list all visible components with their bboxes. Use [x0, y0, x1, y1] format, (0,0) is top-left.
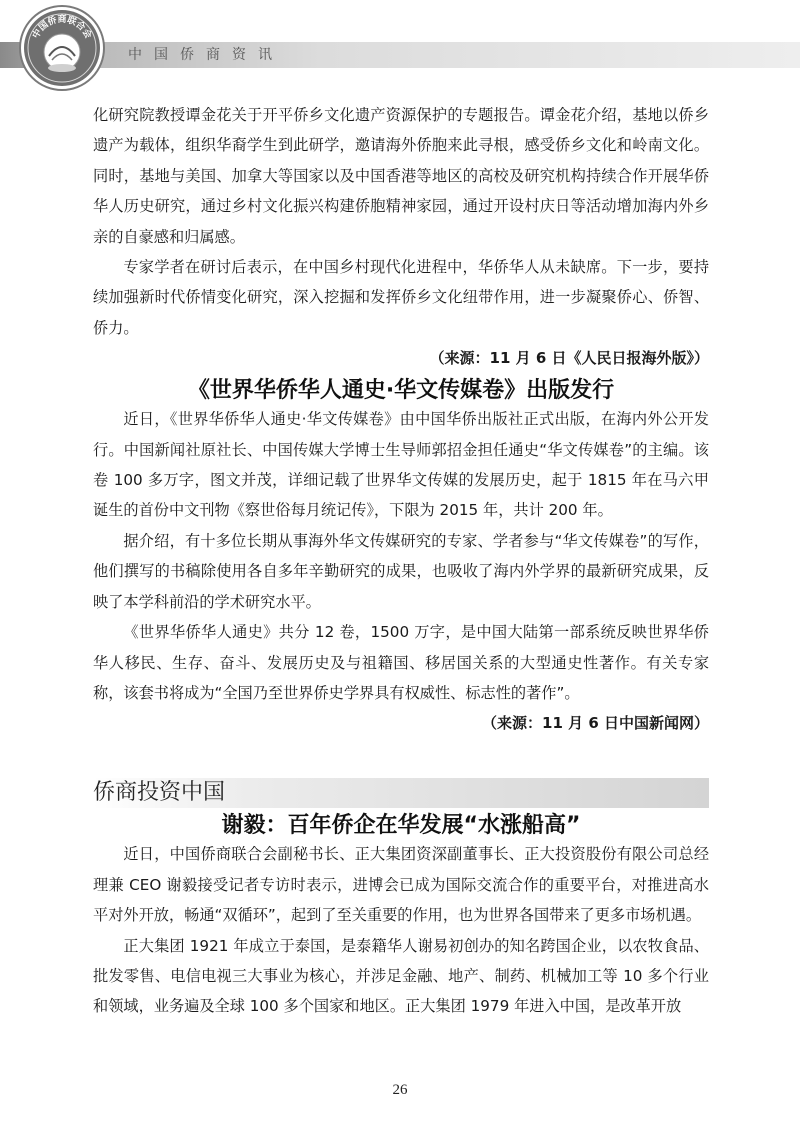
page-content: [93, 100, 709, 1022]
page-number: 26: [392, 1082, 408, 1098]
article-title: 谢毅：百年侨企在华发展“水涨船高”: [221, 813, 581, 839]
body-paragraph: 化研究院教授谭金花关于开平侨乡文化遗产资源保护的专题报告。谭金花介绍，基地以侨乡遗产为载体，组织华裔学生到此研学，邀请海外侨胞来此寻根，感受侨乡文化和岭南文化。同时，基地与美国、加拿大等国家以及中国香港等地区的高校及研究机构持续合作开展华侨华人历史研究，通过乡村文化振兴构建侨胞精神家园，通过开设村庆日等活动增加海内外乡亲的自豪感和归属感。: [93, 106, 709, 246]
body-paragraph: 正大集团 1921 年成立于泰国，是泰籍华人谢易初创办的知名跨国企业，以农牧食品、批发零售、电信电视三大事业为核心，并涉足金融、地产、制药、机械加工等 10 多个行业和领域，业务遍及全球 100 多个国家和地区。正大集团 1979 年进入中国，是改革开放: [93, 936, 709, 1016]
source-citation: （来源：11 月 6 日《人民日报海外版》）: [429, 349, 709, 368]
header-title: 中国侨商资讯: [128, 47, 284, 63]
body-paragraph: 专家学者在研讨后表示，在中国乡村现代化进程中，华侨华人从未缺席。下一步，要持续加强新时代侨情变化研究，深入挖掘和发挥侨乡文化纽带作用，进一步凝聚侨心、侨智、侨力。: [93, 258, 709, 337]
body-paragraph: 据介绍，有十多位长期从事海外华文传媒研究的专家、学者参与“华文传媒卷”的写作，他们撰写的书稿除使用各自多年辛勤研究的成果，也吸收了海内外学界的最新研究成果，反映了本学科前沿的学术研究水平。: [93, 531, 709, 611]
section-heading: 侨商投资中国: [93, 778, 709, 808]
body-paragraph: 近日，中国侨商联合会副秘书长、正大集团资深副董事长、正大投资股份有限公司总经理兼 CEO 谢毅接受记者专访时表示，进博会已成为国际交流合作的重要平台，对推进高水平对外开放，畅通“双循环”，起到了至关重要的作用，也为世界各国带来了更多市场机遇。: [93, 845, 709, 925]
logo-text: 中国侨商联合会: [31, 15, 93, 41]
body-paragraph: 近日，《世界华侨华人通史·华文传媒卷》由中国华侨出版社正式出版，在海内外公开发行。中国新闻社原社长、中国传媒大学博士生导师郭招金担任通史“华文传媒卷”的主编。该卷 100 多万字，图文并茂，详细记载了世界华文传媒的发展历史，起于 1815 年在马六甲诞生的首份中文刊物《察世俗每月统记传》，下限为 2015 年，共计 200 年。: [93, 410, 709, 520]
body-paragraph: 《世界华侨华人通史》共分 12 卷，1500 万字，是中国大陆第一部系统反映世界华侨华人移民、生存、奋斗、发展历史及与祖籍国、移居国关系的大型通史性著作。有关专家称，该套书将成为“全国乃至世界侨史学界具有权威性、标志性的著作”。: [93, 623, 709, 702]
article-title: 《世界华侨华人通史·华文传媒卷》出版发行: [187, 378, 615, 404]
source-citation: （来源：11 月 6 日中国新闻网）: [482, 714, 709, 733]
header-bar: [0, 42, 800, 68]
logo-emblem: [16, 2, 108, 94]
